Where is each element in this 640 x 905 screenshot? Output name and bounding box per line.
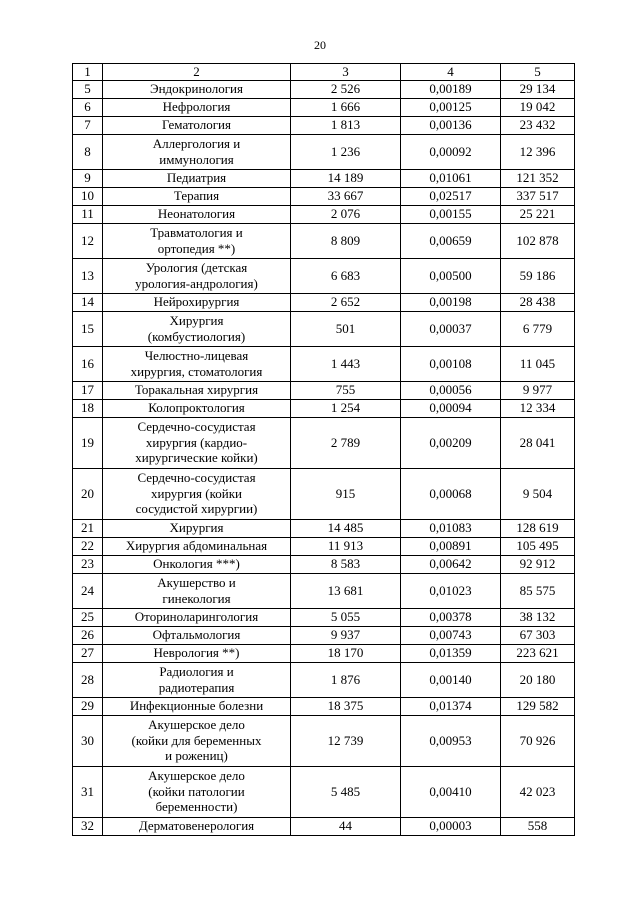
table-row	[73, 346, 575, 381]
col3-value-cell: 1 254	[291, 399, 401, 417]
name-cell: Дерматовенерология	[103, 817, 291, 835]
col4-value-cell: 0,01083	[401, 519, 501, 537]
table-row	[73, 468, 575, 519]
table-row	[73, 223, 575, 258]
table-row	[73, 311, 575, 346]
col5-value-cell: 223 621	[501, 644, 575, 662]
col3-value-cell: 1 236	[291, 134, 401, 169]
col5-value-cell: 29 134	[501, 80, 575, 98]
row-number-cell: 14	[73, 293, 103, 311]
col4-value-cell: 0,00136	[401, 116, 501, 134]
name-cell: Педиатрия	[103, 169, 291, 187]
name-cell: Гематология	[103, 116, 291, 134]
row-number-cell: 25	[73, 608, 103, 626]
name-cell: Хирургия	[103, 519, 291, 537]
col3-value-cell: 44	[291, 817, 401, 835]
row-number-cell: 31	[73, 766, 103, 817]
col3-value-cell: 14 485	[291, 519, 401, 537]
table-row	[73, 573, 575, 608]
col4-value-cell: 0,01359	[401, 644, 501, 662]
table-row	[73, 537, 575, 555]
name-cell: Сердечно-сосудистая хирургия (койки сосудистой хирургии)	[103, 468, 291, 519]
row-number-cell: 29	[73, 697, 103, 715]
col4-value-cell: 0,00003	[401, 817, 501, 835]
beds-table	[72, 63, 575, 836]
col3-value-cell: 8 583	[291, 555, 401, 573]
table-row	[73, 293, 575, 311]
col4-value-cell: 0,00125	[401, 98, 501, 116]
col3-value-cell: 14 189	[291, 169, 401, 187]
col3-value-cell: 2 789	[291, 417, 401, 468]
name-cell: Неврология **)	[103, 644, 291, 662]
col4-value-cell: 0,00155	[401, 205, 501, 223]
table-row	[73, 205, 575, 223]
table-row	[73, 116, 575, 134]
col5-value-cell: 92 912	[501, 555, 575, 573]
name-cell: Неонатология	[103, 205, 291, 223]
col3-value-cell: 5 485	[291, 766, 401, 817]
name-cell: Аллергология и иммунология	[103, 134, 291, 169]
col5-value-cell: 9 977	[501, 381, 575, 399]
col5-value-cell: 23 432	[501, 116, 575, 134]
table-row	[73, 644, 575, 662]
col5-value-cell: 128 619	[501, 519, 575, 537]
name-cell: Акушерское дело (койки для беременных и рожениц)	[103, 715, 291, 766]
col3-value-cell: 12 739	[291, 715, 401, 766]
header-cell-3: 3	[291, 64, 401, 81]
col5-value-cell: 28 438	[501, 293, 575, 311]
col5-value-cell: 25 221	[501, 205, 575, 223]
row-number-cell: 6	[73, 98, 103, 116]
col4-value-cell: 0,00659	[401, 223, 501, 258]
col3-value-cell: 18 375	[291, 697, 401, 715]
col4-value-cell: 0,00891	[401, 537, 501, 555]
col4-value-cell: 0,00092	[401, 134, 501, 169]
col4-value-cell: 0,01023	[401, 573, 501, 608]
col5-value-cell: 59 186	[501, 258, 575, 293]
col3-value-cell: 9 937	[291, 626, 401, 644]
name-cell: Торакальная хирургия	[103, 381, 291, 399]
col4-value-cell: 0,00189	[401, 80, 501, 98]
table-row	[73, 381, 575, 399]
name-cell: Офтальмология	[103, 626, 291, 644]
name-cell: Нефрология	[103, 98, 291, 116]
name-cell: Урология (детская урология-андрология)	[103, 258, 291, 293]
col5-value-cell: 121 352	[501, 169, 575, 187]
col4-value-cell: 0,00743	[401, 626, 501, 644]
col3-value-cell: 1 666	[291, 98, 401, 116]
col4-value-cell: 0,00500	[401, 258, 501, 293]
col5-value-cell: 337 517	[501, 187, 575, 205]
row-number-cell: 27	[73, 644, 103, 662]
col5-value-cell: 9 504	[501, 468, 575, 519]
col5-value-cell: 558	[501, 817, 575, 835]
col5-value-cell: 20 180	[501, 662, 575, 697]
table-row	[73, 715, 575, 766]
table-row	[73, 98, 575, 116]
row-number-cell: 12	[73, 223, 103, 258]
name-cell: Сердечно-сосудистая хирургия (кардио- хирургические койки)	[103, 417, 291, 468]
col3-value-cell: 1 813	[291, 116, 401, 134]
table-row	[73, 258, 575, 293]
table-row	[73, 134, 575, 169]
col3-value-cell: 5 055	[291, 608, 401, 626]
col3-value-cell: 501	[291, 311, 401, 346]
name-cell: Инфекционные болезни	[103, 697, 291, 715]
table-row	[73, 399, 575, 417]
row-number-cell: 23	[73, 555, 103, 573]
col5-value-cell: 12 396	[501, 134, 575, 169]
col5-value-cell: 28 041	[501, 417, 575, 468]
col4-value-cell: 0,01061	[401, 169, 501, 187]
row-number-cell: 20	[73, 468, 103, 519]
col4-value-cell: 0,00642	[401, 555, 501, 573]
table-row	[73, 608, 575, 626]
header-cell-4: 4	[401, 64, 501, 81]
name-cell: Хирургия абдоминальная	[103, 537, 291, 555]
table-row	[73, 555, 575, 573]
row-number-cell: 28	[73, 662, 103, 697]
col5-value-cell: 12 334	[501, 399, 575, 417]
table-row	[73, 766, 575, 817]
name-cell: Акушерство и гинекология	[103, 573, 291, 608]
table-row	[73, 626, 575, 644]
col5-value-cell: 42 023	[501, 766, 575, 817]
col4-value-cell: 0,00140	[401, 662, 501, 697]
row-number-cell: 22	[73, 537, 103, 555]
col3-value-cell: 11 913	[291, 537, 401, 555]
row-number-cell: 30	[73, 715, 103, 766]
col5-value-cell: 6 779	[501, 311, 575, 346]
row-number-cell: 8	[73, 134, 103, 169]
name-cell: Онкология ***)	[103, 555, 291, 573]
col4-value-cell: 0,00410	[401, 766, 501, 817]
header-row	[73, 64, 575, 81]
row-number-cell: 24	[73, 573, 103, 608]
row-number-cell: 21	[73, 519, 103, 537]
col3-value-cell: 2 076	[291, 205, 401, 223]
header-cell-2: 2	[103, 64, 291, 81]
table-row	[73, 662, 575, 697]
table-row	[73, 817, 575, 835]
header-cell-5: 5	[501, 64, 575, 81]
col3-value-cell: 18 170	[291, 644, 401, 662]
row-number-cell: 9	[73, 169, 103, 187]
col4-value-cell: 0,00198	[401, 293, 501, 311]
row-number-cell: 26	[73, 626, 103, 644]
col4-value-cell: 0,02517	[401, 187, 501, 205]
col4-value-cell: 0,00209	[401, 417, 501, 468]
col4-value-cell: 0,00378	[401, 608, 501, 626]
table-row	[73, 519, 575, 537]
name-cell: Хирургия (комбустиология)	[103, 311, 291, 346]
name-cell: Колопроктология	[103, 399, 291, 417]
name-cell: Травматология и ортопедия **)	[103, 223, 291, 258]
col4-value-cell: 0,00037	[401, 311, 501, 346]
col4-value-cell: 0,01374	[401, 697, 501, 715]
col3-value-cell: 13 681	[291, 573, 401, 608]
col4-value-cell: 0,00108	[401, 346, 501, 381]
col3-value-cell: 2 652	[291, 293, 401, 311]
col4-value-cell: 0,00953	[401, 715, 501, 766]
col3-value-cell: 1 443	[291, 346, 401, 381]
col4-value-cell: 0,00094	[401, 399, 501, 417]
name-cell: Нейрохирургия	[103, 293, 291, 311]
row-number-cell: 15	[73, 311, 103, 346]
col3-value-cell: 33 667	[291, 187, 401, 205]
table-row	[73, 697, 575, 715]
col3-value-cell: 6 683	[291, 258, 401, 293]
col5-value-cell: 11 045	[501, 346, 575, 381]
col5-value-cell: 102 878	[501, 223, 575, 258]
col4-value-cell: 0,00056	[401, 381, 501, 399]
name-cell: Радиология и радиотерапия	[103, 662, 291, 697]
header-cell-1: 1	[73, 64, 103, 81]
col5-value-cell: 129 582	[501, 697, 575, 715]
row-number-cell: 7	[73, 116, 103, 134]
row-number-cell: 5	[73, 80, 103, 98]
col5-value-cell: 38 132	[501, 608, 575, 626]
row-number-cell: 32	[73, 817, 103, 835]
col5-value-cell: 85 575	[501, 573, 575, 608]
name-cell: Челюстно-лицевая хирургия, стоматология	[103, 346, 291, 381]
table-row	[73, 169, 575, 187]
col3-value-cell: 1 876	[291, 662, 401, 697]
name-cell: Оториноларингология	[103, 608, 291, 626]
row-number-cell: 18	[73, 399, 103, 417]
col3-value-cell: 8 809	[291, 223, 401, 258]
col3-value-cell: 2 526	[291, 80, 401, 98]
name-cell: Эндокринология	[103, 80, 291, 98]
row-number-cell: 11	[73, 205, 103, 223]
row-number-cell: 16	[73, 346, 103, 381]
col5-value-cell: 70 926	[501, 715, 575, 766]
table-body	[73, 64, 575, 836]
col4-value-cell: 0,00068	[401, 468, 501, 519]
col5-value-cell: 105 495	[501, 537, 575, 555]
row-number-cell: 13	[73, 258, 103, 293]
name-cell: Акушерское дело (койки патологии беременности)	[103, 766, 291, 817]
page-number: 20	[314, 38, 326, 52]
table-row	[73, 187, 575, 205]
col5-value-cell: 67 303	[501, 626, 575, 644]
col3-value-cell: 755	[291, 381, 401, 399]
table-row	[73, 80, 575, 98]
table-row	[73, 417, 575, 468]
row-number-cell: 10	[73, 187, 103, 205]
row-number-cell: 19	[73, 417, 103, 468]
name-cell: Терапия	[103, 187, 291, 205]
col5-value-cell: 19 042	[501, 98, 575, 116]
col3-value-cell: 915	[291, 468, 401, 519]
row-number-cell: 17	[73, 381, 103, 399]
